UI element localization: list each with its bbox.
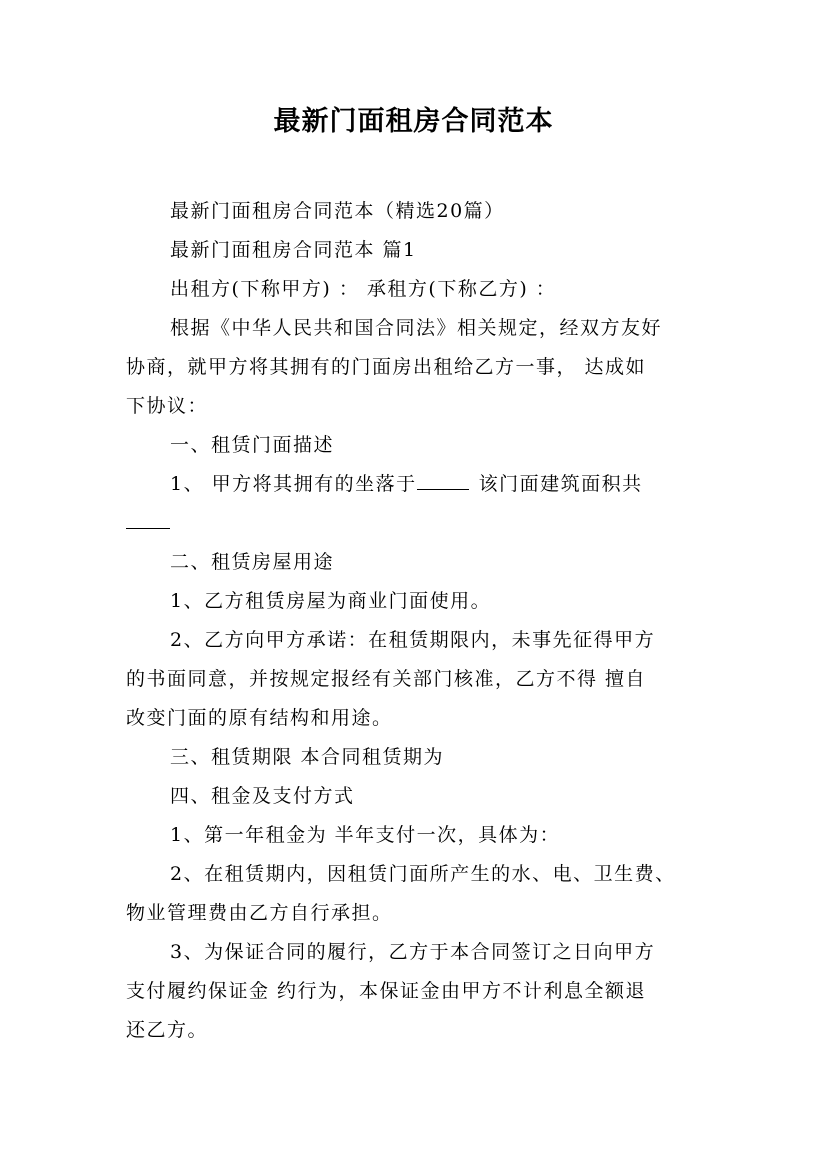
parties-line: 出租方(下称甲方) ： 承租方(下称乙方) ： [170,278,557,300]
subtitle-line: 最新门面租房合同范本（精选20篇） [170,200,505,222]
paragraph-line: 下协议： [126,395,209,417]
clause-line: 还乙方。 [126,1019,209,1041]
clause-line [126,508,170,538]
clause-line: 2、在租赁期内，因租赁门面所产生的水、电、卫生费、 [170,863,676,885]
clause-heading: 二、租赁房屋用途 [170,551,335,573]
clause-line: 1、乙方租赁房屋为商业门面使用。 [170,590,492,612]
fill-in-blank [126,508,170,529]
clause-text: 该门面建筑面积共 [478,473,643,495]
document-title: 最新门面租房合同范本 [273,106,554,137]
clause-heading: 四、租金及支付方式 [170,785,355,807]
clause-heading: 一、租赁门面描述 [170,434,335,456]
fill-in-blank [417,469,469,490]
clause-text: 1、 甲方将其拥有的坐落于 [170,473,417,495]
clause-line: 支付履约保证金 约行为，本保证金由甲方不计利息全额退 [126,980,647,1002]
clause-line: 的书面同意，并按规定报经有关部门核准，乙方不得 擅自 [126,668,647,690]
clause-line: 1、第一年租金为 半年支付一次，具体为： [170,824,561,846]
clause-line: 物业管理费由乙方自行承担。 [126,902,393,924]
clause-heading: 三、租赁期限 本合同租赁期为 [170,746,445,768]
clause-line: 改变门面的原有结构和用途。 [126,707,393,729]
paragraph-line: 协商，就甲方将其拥有的门面房出租给乙方一事， 达成如 [126,356,647,378]
section-heading-line: 最新门面租房合同范本 篇1 [170,239,417,261]
clause-line: 2、乙方向甲方承诺：在租赁期限内，未事先征得甲方 [170,629,656,651]
clause-line [170,469,643,499]
paragraph-line: 根据《中华人民共和国合同法》相关规定，经双方友好 [170,317,663,339]
clause-line: 3、为保证合同的履行，乙方于本合同签订之日向甲方 [170,941,656,963]
